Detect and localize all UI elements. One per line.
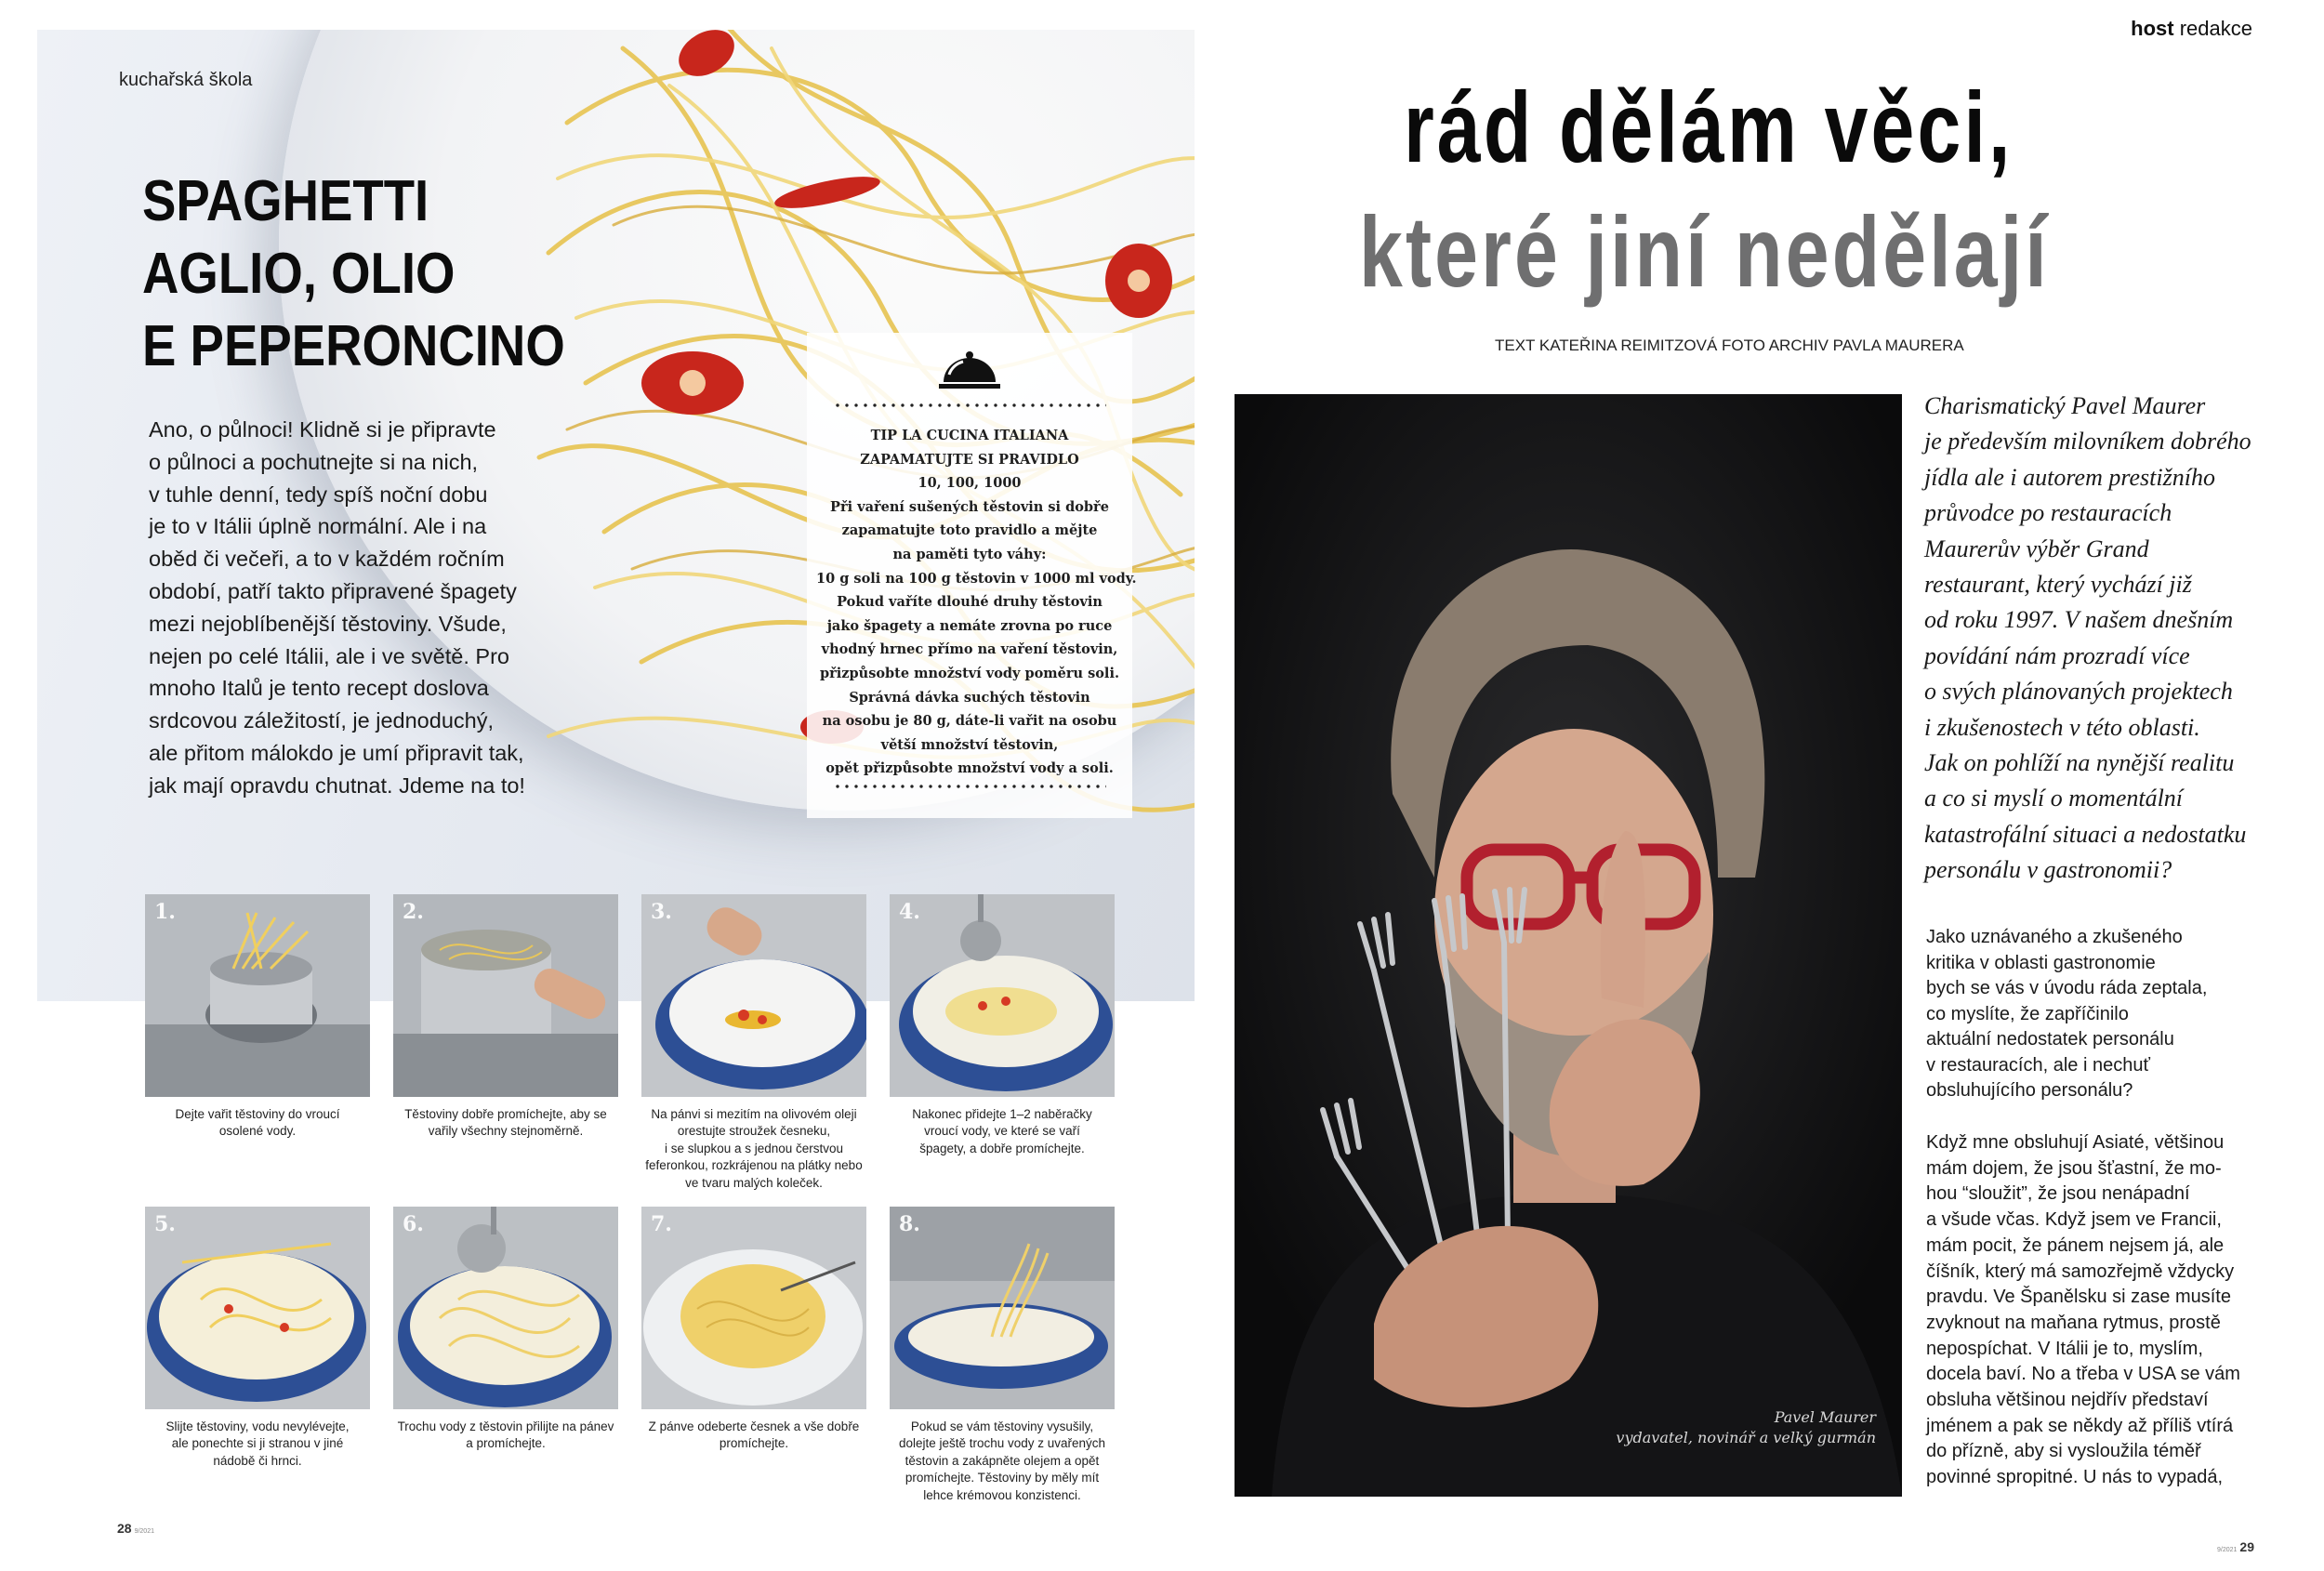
step-number: 2. bbox=[403, 900, 424, 924]
tip-line: na osobu je 80 g, dáte-li vařit na osobu bbox=[822, 713, 1117, 730]
recipe-title bbox=[142, 165, 565, 383]
caption-line: osolené vody. bbox=[218, 1124, 297, 1139]
intro-line: oběd či večeři, a to v každém ročním bbox=[149, 547, 505, 572]
answer-line: a všude včas. Když jsem ve Francii, bbox=[1926, 1209, 2222, 1231]
tip-heading: TIP LA CUCINA ITALIANA bbox=[870, 428, 1069, 443]
tip-line: jako špagety a nemáte zrovna po ruce bbox=[826, 617, 1113, 634]
lead-line: od roku 1997. V našem dnešním bbox=[1924, 606, 2234, 634]
step-photo bbox=[145, 1207, 370, 1409]
tip-line: opět přizpůsobte množství vody a soli. bbox=[825, 760, 1114, 777]
intro-line: mezi nejoblíbenější těstoviny. Všude, bbox=[149, 611, 507, 636]
answer-line: Když mne obsluhují Asiaté, většinou bbox=[1926, 1132, 2225, 1153]
caption-name: Pavel Maurer bbox=[1774, 1408, 1876, 1426]
caption-line: promíchejte. Těstoviny by měly mít bbox=[905, 1471, 1100, 1485]
caption-line: těstovin a zakápněte olejem a opět bbox=[905, 1453, 1100, 1468]
recipe-title-line: AGLIO, OLIO bbox=[142, 242, 456, 306]
answer-line: pravdu. Ve Španělsku si zase musíte bbox=[1926, 1287, 2231, 1308]
intro-line: jak mají opravdu chutnat. Jdeme na to! bbox=[149, 772, 525, 798]
page-number: 29 bbox=[2239, 1539, 2254, 1554]
tip-line: na paměti tyto váhy: bbox=[892, 546, 1047, 562]
answer-line: docela baví. No a třeba v USA se vám bbox=[1926, 1364, 2240, 1385]
caption-role: vydavatel, novinář a velký gurmán bbox=[1616, 1429, 1876, 1446]
caption-line: orestujte stroužek česneku, bbox=[677, 1124, 831, 1139]
caption-line: ve tvaru malých koleček. bbox=[685, 1175, 823, 1190]
lead-line: restaurant, který vychází již bbox=[1924, 571, 2192, 599]
tip-line: zapamatujte toto pravidlo a mějte bbox=[841, 522, 1098, 539]
step-number: 8. bbox=[899, 1212, 920, 1236]
caption-line: Dejte vařit těstoviny do vroucí bbox=[175, 1107, 340, 1121]
step-photo bbox=[393, 1207, 618, 1409]
section-tag: kuchařská škola bbox=[119, 70, 253, 90]
question-line: co myslíte, že zapříčinilo bbox=[1926, 1003, 2129, 1024]
answer-line: mám dojem, že jsou šťastní, že mo- bbox=[1926, 1157, 2222, 1179]
step-caption bbox=[388, 1419, 624, 1453]
answer-line: hou “sloužit”, že jsou nenápadní bbox=[1926, 1183, 2190, 1205]
headline-line-2: které jiní nedělají bbox=[1359, 195, 2050, 308]
dotted-rule bbox=[833, 785, 1106, 788]
tip-line: přizpůsobte množství vody poměru soli. bbox=[820, 665, 1119, 681]
answer-line: mám pocit, že pánem nejsem já, ale bbox=[1926, 1234, 2225, 1256]
step-photo bbox=[145, 894, 370, 1097]
question-line: obsluhujícího personálu? bbox=[1926, 1080, 2133, 1101]
question-line: bych se vás v úvodu ráda zeptala, bbox=[1926, 978, 2208, 998]
issue-mark: 9/2021 bbox=[134, 1528, 154, 1535]
intro-line: nejen po celé Itálii, ale i ve světě. Pro bbox=[149, 643, 509, 668]
step-number: 1. bbox=[154, 900, 176, 924]
intro-paragraph bbox=[149, 414, 539, 802]
interview-answer bbox=[1926, 1130, 2317, 1491]
step-number: 5. bbox=[154, 1212, 176, 1236]
recipe-title-line: SPAGHETTI bbox=[142, 169, 429, 233]
lead-line: Jak on pohlíží na nynější realitu bbox=[1924, 749, 2235, 777]
question-line: Jako uznávaného a zkušeného bbox=[1926, 927, 2183, 947]
lead-line: povídání nám prozradí více bbox=[1924, 641, 2190, 669]
lead-line: Charismatický Pavel Maurer bbox=[1924, 392, 2206, 419]
question-line: kritika v oblasti gastronomie bbox=[1926, 952, 2156, 973]
step-number: 7. bbox=[651, 1212, 672, 1236]
page-number-right bbox=[2214, 1539, 2254, 1554]
tip-heading: ZAPAMATUJTE SI PRAVIDLO bbox=[860, 451, 1079, 468]
step-caption bbox=[139, 1419, 376, 1470]
step-caption bbox=[388, 1106, 624, 1141]
answer-line: zvyknout na maňana rytmus, prostě bbox=[1926, 1312, 2221, 1333]
page-number-left bbox=[117, 1521, 157, 1536]
caption-line: feferonkou, rozkrájenou na plátky nebo bbox=[645, 1158, 863, 1173]
step-caption bbox=[636, 1419, 872, 1453]
caption-line: a promíchejte. bbox=[466, 1436, 546, 1451]
intro-line: srdcovou záležitostí, je jednoduchý, bbox=[149, 708, 494, 733]
step-photo bbox=[641, 894, 866, 1097]
lead-line: je především milovníkem dobrého bbox=[1924, 428, 2251, 455]
recipe-title-line: E PEPERONCINO bbox=[142, 314, 565, 378]
tip-text bbox=[816, 424, 1137, 781]
portrait-photo bbox=[1235, 394, 1902, 1497]
section-bold: host bbox=[2131, 17, 2174, 40]
issue-mark: 9/2021 bbox=[2217, 1547, 2238, 1553]
tip-line: Správná dávka suchých těstovin bbox=[849, 689, 1090, 706]
caption-line: nádobě či hrnci. bbox=[213, 1453, 302, 1468]
tip-line: 10, 100, 1000 bbox=[918, 475, 1022, 492]
caption-line: promíchejte. bbox=[719, 1436, 789, 1451]
answer-line: jménem a pak se někdy až příliš vtírá bbox=[1926, 1415, 2234, 1436]
step-photo bbox=[890, 1207, 1115, 1409]
step-number: 6. bbox=[403, 1212, 424, 1236]
caption-line: lehce krémovou konzistenci. bbox=[923, 1487, 1081, 1502]
tip-line: Při vaření sušených těstovin si dobře bbox=[830, 498, 1109, 515]
caption-line: i se slupkou a s jednou čerstvou bbox=[664, 1141, 844, 1155]
caption-line: vroucí vody, ve které se vaří bbox=[924, 1124, 1080, 1139]
lead-line: jídla ale i autorem prestižního bbox=[1924, 463, 2215, 491]
answer-line: číšník, který má samozřejmě vždycky bbox=[1926, 1261, 2235, 1282]
caption-line: Pokud se vám těstoviny vysušily, bbox=[910, 1419, 1094, 1433]
caption-line: dolejte ještě trochu vody z uvařených bbox=[898, 1436, 1106, 1451]
lead-line: průvodce po restauracích bbox=[1924, 499, 2172, 527]
interview-question bbox=[1926, 925, 2317, 1104]
intro-line: v tuhle denní, tedy spíš noční dobu bbox=[149, 482, 488, 507]
step-caption bbox=[884, 1419, 1120, 1504]
lead-line: i zkušenostech v této oblasti. bbox=[1924, 713, 2200, 741]
step-caption bbox=[636, 1106, 872, 1192]
tip-line: vhodný hrnec přímo na vaření těstovin, bbox=[821, 641, 1118, 658]
page-number: 28 bbox=[117, 1521, 132, 1536]
section-light: redakce bbox=[2179, 17, 2252, 40]
intro-line: je to v Itálii úplně normální. Ale i na bbox=[149, 514, 487, 539]
cloche-icon bbox=[937, 347, 1002, 393]
caption-line: Na pánvi si mezitím na olivovém oleji bbox=[651, 1107, 857, 1121]
tip-line: Pokud vaříte dlouhé druhy těstovin bbox=[837, 594, 1103, 611]
question-line: aktuální nedostatek personálu bbox=[1926, 1029, 2174, 1050]
intro-line: ale přitom málokdo je umí připravit tak, bbox=[149, 740, 524, 765]
headline-line-1: rád dělám věci, bbox=[1404, 71, 2014, 183]
caption-line: Slijte těstoviny, vodu nevylévejte, bbox=[165, 1419, 350, 1433]
step-number: 3. bbox=[651, 900, 672, 924]
step-photo bbox=[641, 1207, 866, 1409]
photo-caption bbox=[1616, 1407, 1876, 1448]
caption-line: ale ponechte si ji stranou v jiné bbox=[171, 1436, 344, 1451]
section-tag-right bbox=[2131, 17, 2252, 41]
lead-line: personálu v gastronomii? bbox=[1924, 856, 2172, 884]
step-photo bbox=[393, 894, 618, 1097]
caption-line: vařily všechny stejnoměrně. bbox=[428, 1124, 584, 1139]
dotted-rule bbox=[833, 403, 1106, 407]
answer-line: obsluha většinou nejdřív představí bbox=[1926, 1390, 2209, 1411]
tip-box bbox=[807, 333, 1137, 818]
question-line: v restauracích, ale i nechuť bbox=[1926, 1054, 2150, 1076]
intro-line: období, patří takto připravené špagety bbox=[149, 578, 517, 603]
lead-line: Maurerův výběr Grand bbox=[1924, 535, 2149, 562]
step-caption bbox=[884, 1106, 1120, 1157]
caption-line: Z pánve odeberte česnek a vše dobře bbox=[648, 1419, 860, 1433]
answer-line: do přízně, aby si vysloužila téměř bbox=[1926, 1441, 2201, 1462]
intro-line: mnoho Italů je tento recept doslova bbox=[149, 676, 489, 701]
caption-line: Těstoviny dobře promíchejte, aby se bbox=[404, 1107, 607, 1121]
caption-line: špagety, a dobře promíchejte. bbox=[919, 1141, 1085, 1155]
caption-line: Trochu vody z těstovin přilijte na pánev bbox=[397, 1419, 614, 1433]
answer-line: nepospíchat. V Itálii je to, myslím, bbox=[1926, 1338, 2203, 1359]
lead-paragraph bbox=[1924, 389, 2315, 889]
tip-line: 10 g soli na 100 g těstovin v 1000 ml vody. bbox=[816, 570, 1137, 587]
tip-line: větší množství těstovin, bbox=[880, 736, 1059, 753]
step-photo bbox=[890, 894, 1115, 1097]
answer-line: povinné spropitné. U nás to vypadá, bbox=[1926, 1467, 2224, 1488]
article-credits: TEXT KATEŘINA REIMITZOVÁ FOTO ARCHIV PAVLA MAURERA bbox=[1495, 337, 1964, 354]
lead-line: o svých plánovaných projektech bbox=[1924, 678, 2233, 706]
lead-line: katastrofální situaci a nedostatku bbox=[1924, 820, 2247, 848]
intro-line: Ano, o půlnoci! Klidně si je připravte bbox=[149, 417, 496, 442]
lead-line: a co si myslí o momentální bbox=[1924, 785, 2184, 812]
step-caption bbox=[139, 1106, 376, 1141]
caption-line: Nakonec přidejte 1–2 naběračky bbox=[912, 1107, 1092, 1121]
step-number: 4. bbox=[899, 900, 920, 924]
intro-line: o půlnoci a pochutnejte si na nich, bbox=[149, 449, 479, 474]
